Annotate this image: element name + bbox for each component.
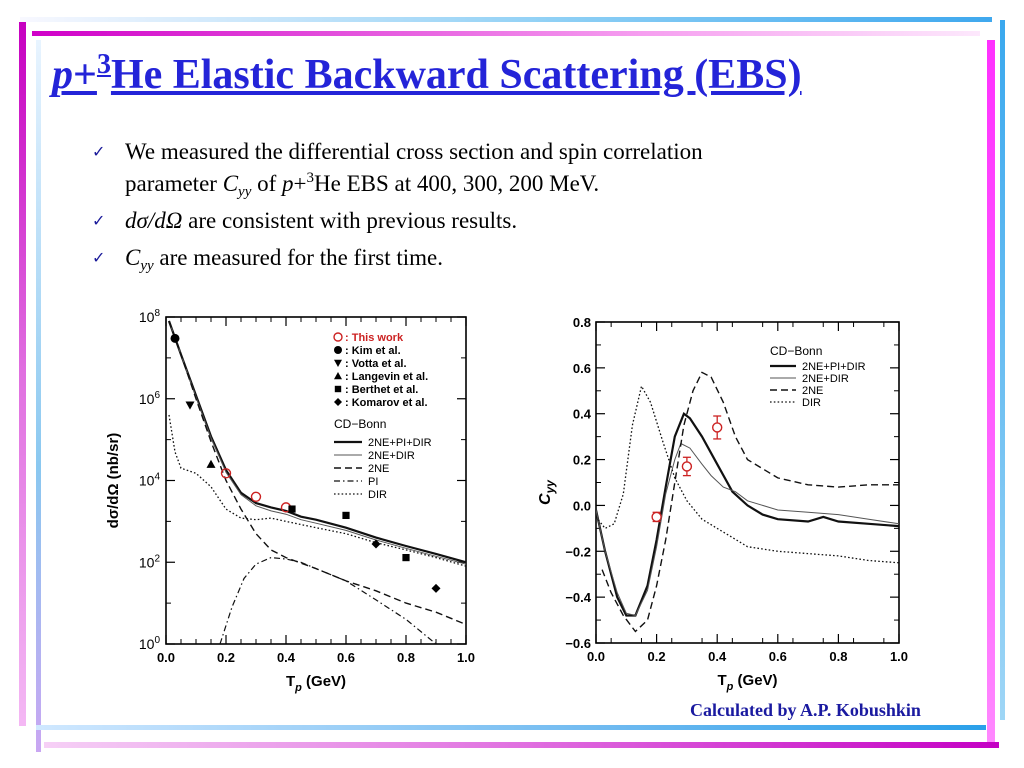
bullet-text: parameter xyxy=(125,171,223,196)
legend-label: PI xyxy=(368,476,379,488)
title-rest: He Elastic Backward Scattering (EBS) xyxy=(110,52,802,98)
legend-label: : Votta et al. xyxy=(345,358,407,370)
check-icon: ✓ xyxy=(92,142,106,161)
y-tick-base: 10 xyxy=(138,472,155,489)
ylabel-c: C xyxy=(537,493,554,505)
y-tick-exp: 0 xyxy=(154,635,160,646)
y-tick-label: −0.2 xyxy=(565,544,591,560)
bullet-symbol-c: C xyxy=(125,245,141,270)
bullet-superscript: 3 xyxy=(306,170,315,186)
x-tick-label: 0.8 xyxy=(396,650,416,665)
legend-label: 2NE+DIR xyxy=(368,450,415,462)
legend-label: DIR xyxy=(368,489,387,501)
data-point-square xyxy=(288,505,295,512)
data-point-this-work xyxy=(682,462,691,471)
xlabel-sub: p xyxy=(726,681,734,693)
legend-marker-square xyxy=(335,386,341,392)
legend-label: : Langevin et al. xyxy=(345,371,429,383)
x-tick-label: 0.2 xyxy=(216,650,236,665)
title-superscript: 3 xyxy=(96,49,111,80)
x-tick-label: 0.6 xyxy=(768,649,787,664)
credit-text: Calculated by A.P. Kobushkin xyxy=(690,700,921,720)
y-tick-exp: 2 xyxy=(154,553,160,565)
legend-marker-filled-circle xyxy=(334,346,342,354)
data-point-this-work xyxy=(652,512,661,521)
bullet-symbol-dsigma: dσ/dΩ xyxy=(125,208,183,233)
data-point-square xyxy=(342,512,349,519)
y-tick-label xyxy=(139,472,161,489)
x-axis-title xyxy=(286,673,346,694)
bullet-text: are consistent with previous results. xyxy=(182,208,518,233)
y-tick-label: 0.0 xyxy=(572,498,591,514)
x-tick-label: 1.0 xyxy=(456,650,476,665)
legend-label: : Komarov et al. xyxy=(345,397,428,409)
title-plus: + xyxy=(73,52,97,98)
y-tick-label: 0.2 xyxy=(572,452,591,468)
y-tick-label xyxy=(139,308,161,325)
legend-label: DIR xyxy=(802,397,821,409)
legend-label: : Berthet et al. xyxy=(345,384,419,396)
check-icon: ✓ xyxy=(92,211,106,230)
xlabel-unit: (GeV) xyxy=(733,672,778,689)
bullet-text: We measured the differential cross section and spin correlation xyxy=(125,139,703,164)
bullet-text: + xyxy=(293,171,307,196)
y-tick-label: −0.6 xyxy=(565,636,591,651)
legend-label: 2NE xyxy=(368,463,390,475)
data-point-filled-circle xyxy=(171,334,180,343)
x-tick-label: 0.6 xyxy=(336,650,356,665)
bullet-subscript: yy xyxy=(140,258,154,274)
bullet-subscript: yy xyxy=(238,184,252,200)
y-tick-exp: 4 xyxy=(154,471,160,483)
bullet-text: are measured for the first time. xyxy=(153,245,443,270)
legend-label: 2NE+PI+DIR xyxy=(368,437,432,449)
spin-correlation-chart xyxy=(537,315,908,693)
bullet-symbol-c: C xyxy=(222,171,239,196)
ylabel-sub: yy xyxy=(543,480,557,494)
x-tick-label: 1.0 xyxy=(889,649,909,664)
xlabel-T: T xyxy=(717,672,727,689)
y-tick-label: 0.8 xyxy=(572,315,591,330)
legend-label: 2NE+PI+DIR xyxy=(802,361,866,373)
data-point-this-work xyxy=(713,423,722,432)
bullet-text: He EBS at 400, 300, 200 MeV. xyxy=(314,171,600,196)
x-tick-label: 0.4 xyxy=(276,650,296,665)
xlabel-sub: p xyxy=(295,682,302,694)
y-tick-base: 10 xyxy=(138,554,155,571)
x-tick-label: 0.0 xyxy=(586,649,606,664)
bullet-text: of xyxy=(251,171,283,196)
x-tick-label: 0.8 xyxy=(829,649,848,664)
x-tick-label: 0.4 xyxy=(708,649,727,664)
cross-section-chart xyxy=(105,308,475,694)
legend-label: 2NE+DIR xyxy=(802,373,849,385)
legend-label: : Kim et al. xyxy=(345,345,401,357)
y-axis-title xyxy=(537,479,557,505)
legend-label: 2NE xyxy=(802,385,824,397)
y-tick-label xyxy=(139,553,161,570)
y-tick-base: 10 xyxy=(138,309,155,325)
x-axis-title xyxy=(717,672,777,693)
title-p: p xyxy=(52,52,73,98)
data-point-square xyxy=(402,554,409,561)
y-axis-title: dσ/dΩ (nb/sr) xyxy=(105,432,122,529)
legend-header: CD−Bonn xyxy=(334,417,387,431)
y-tick-label: −0.4 xyxy=(565,590,591,606)
y-tick-label xyxy=(139,390,161,407)
y-tick-base: 10 xyxy=(138,636,155,652)
plot-frame xyxy=(166,317,466,644)
x-tick-label: 0.2 xyxy=(647,649,666,664)
legend-label: : This work xyxy=(345,332,404,344)
y-tick-exp: 6 xyxy=(154,389,160,401)
y-tick-label: 0.4 xyxy=(572,406,591,422)
legend-header: CD−Bonn xyxy=(770,344,823,358)
y-tick-label: 0.6 xyxy=(572,360,591,376)
x-tick-label: 0.0 xyxy=(156,650,176,665)
check-icon: ✓ xyxy=(92,248,106,267)
xlabel-T: T xyxy=(285,673,296,690)
y-tick-exp: 8 xyxy=(154,308,160,319)
y-tick-base: 10 xyxy=(138,390,155,407)
bullet-symbol-p: p xyxy=(282,171,294,196)
xlabel-unit: (GeV) xyxy=(301,673,347,690)
